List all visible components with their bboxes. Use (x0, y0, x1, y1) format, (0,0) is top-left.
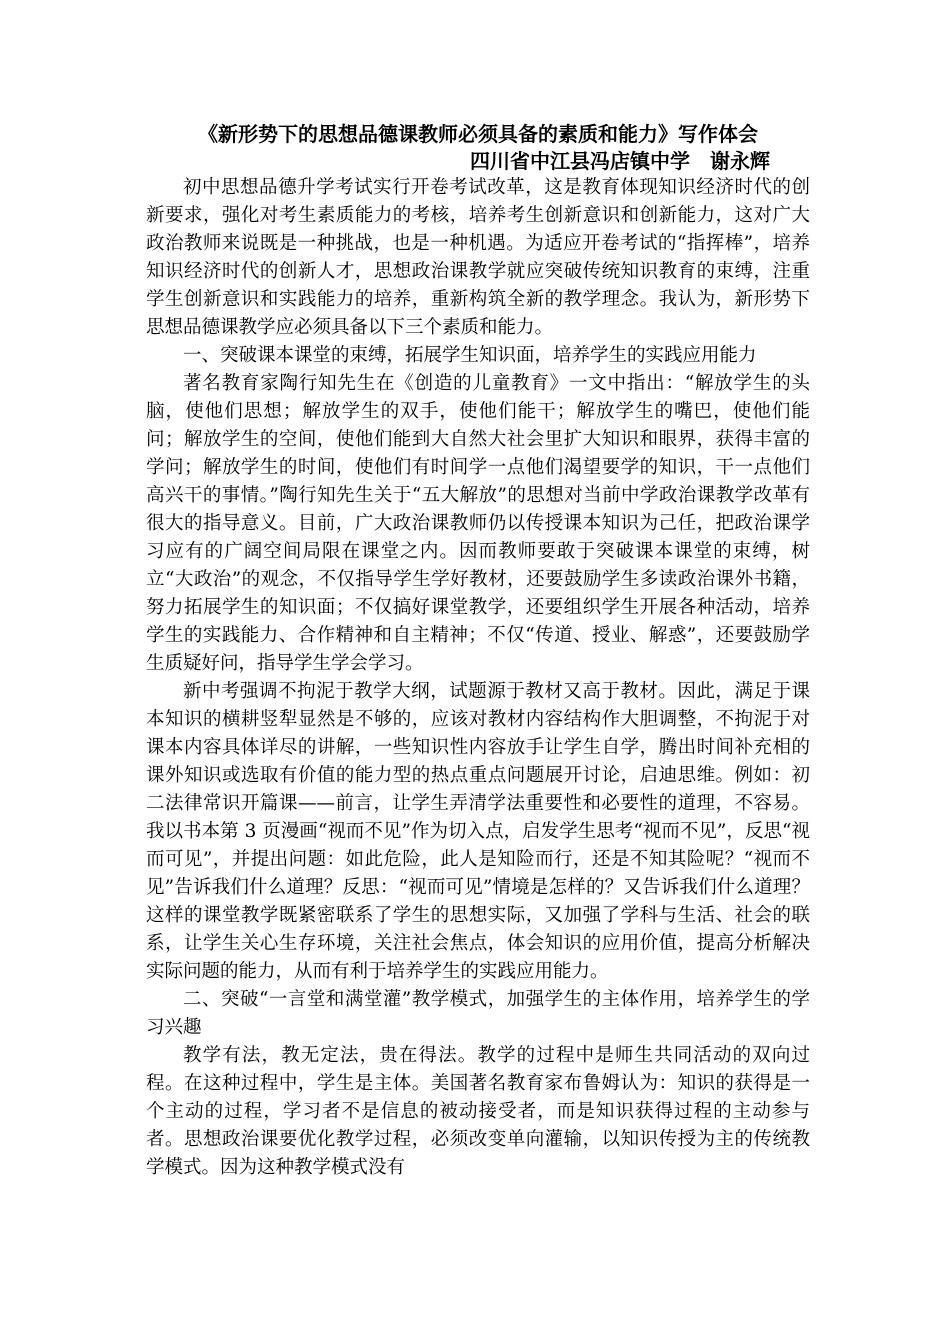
document-body (146, 120, 810, 1182)
paragraph-tao-xingzhi: 著名教育家陶行知先生在《创造的儿童教育》一文中指出：“解放学生的头脑，使他们思想；解放学生的双手，使他们能干；解放学生的嘴巴，使他们能问；解放学生的空间，使他们能到大自然大社会里扩大知识和眼界，获得丰富的学问；解放学生的时间，使他们有时间学一点他们渴望要学的知识，干一点他们高兴干的事情。”陶行知先生关于“五大解放”的思想对当前中学政治课教学改革有很大的指导意义。目前，广大政治课教师仍以传授课本知识为己任，把政治课学习应有的广阔空间局限在课堂之内。因而教师要敢于突破课本课堂的束缚，树立“大政治”的观念，不仅指导学生学好教材，还要鼓励学生多读政治课外书籍，努力拓展学生的知识面；不仅搞好课堂教学，还要组织学生开展各种活动，培养学生的实践能力、合作精神和自主精神；不仅“传道、授业、解惑”，还要鼓励学生质疑好问，指导学生学会学习。 (146, 373, 810, 674)
paragraph-intro: 初中思想品德升学考试实行开卷考试改革，这是教育体现知识经济时代的创新要求，强化对考生素质能力的考核，培养考生创新意识和创新能力，这对广大政治教师来说既是一种挑战，也是一种机遇。为适应开卷考试的“指挥棒”，培养知识经济时代的创新人才，思想政治课教学就应突破传统知识教育的束缚，注重学生创新意识和实践能力的培养，重新构筑全新的教学理念。我认为，新形势下思想品德课教学应必须具备以下三个素质和能力。 (146, 177, 810, 338)
paragraph-new-exam: 新中考强调不拘泥于教学大纲，试题源于教材又高于教材。因此，满足于课本知识的横耕竖犁显然是不够的，应该对教材内容结构作大胆调整，不拘泥于对课本内容具体详尽的讲解，一些知识性内容放手让学生自学，腾出时间补充相的课外知识或选取有价值的能力型的热点重点问题展开讨论，启迪思维。例如：初二法律常识开篇课——前言，让学生弄清学法重要性和必要性的道理，不容易。我以书本第 3 页漫画“视而不见”作为切入点，启发学生思考“视而不见”，反思“视而可见”，并提出问题：如此危险，此人是知险而行，还是不知其险呢？“视而不见”告诉我们什么道理？反思：“视而可见”情境是怎样的？又告诉我们什么道理？这样的课堂教学既紧密联系了学生的思想实际，又加强了学科与生活、社会的联系，让学生关心生存环境，关注社会焦点，体会知识的应用价值，提高分析解决实际问题的能力，从而有利于培养学生的实践应用能力。 (146, 681, 810, 982)
section-heading-1: 一、突破课本课堂的束缚，拓展学生知识面，培养学生的实践应用能力 (183, 345, 757, 366)
document-author: 四川省中江县冯店镇中学 谢永辉 (470, 149, 770, 173)
paragraph-teaching-method: 教学有法，教无定法，贵在得法。教学的过程中是师生共同活动的双向过程。在这种过程中，学生是主体。美国著名教育家布鲁姆认为：知识的获得是一个主动的过程，学习者不是信息的被动接受者，而是知识获得过程的主动参与者。思想政治课要优化教学过程，必须改变单向灌输，以知识传授为主的传统教学模式。因为这种教学模式没有 (146, 1045, 810, 1178)
section-heading-2: 二、突破“一言堂和满堂灌”教学模式，加强学生的主体作用，培养学生的学习兴趣 (146, 989, 810, 1038)
document-title: 《新形势下的思想品德课教师必须具备的素质和能力》写作体会 (198, 122, 758, 146)
